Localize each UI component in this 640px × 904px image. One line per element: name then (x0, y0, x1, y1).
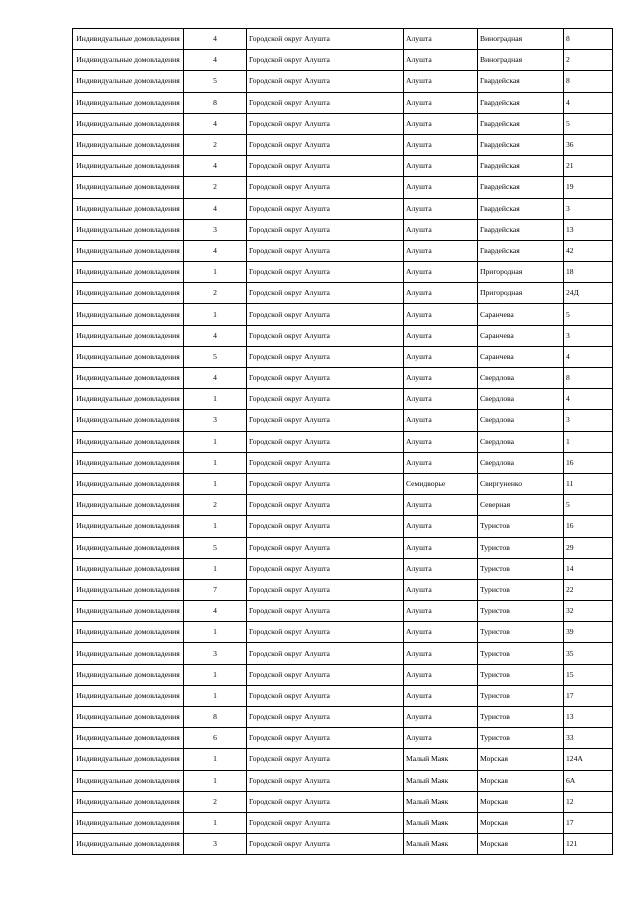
cell-housing-type: Индивидуальные домовладения (73, 664, 184, 685)
cell-street: Гвардейская (478, 177, 564, 198)
cell-district: Городской округ Алушта (247, 134, 404, 155)
cell-count: 2 (184, 495, 247, 516)
cell-house-number: 5 (564, 113, 613, 134)
cell-house-number: 32 (564, 601, 613, 622)
cell-street: Туристов (478, 622, 564, 643)
cell-district: Городской округ Алушта (247, 156, 404, 177)
cell-district: Городской округ Алушта (247, 643, 404, 664)
table-row (73, 240, 613, 261)
cell-street: Туристов (478, 707, 564, 728)
cell-district: Городской округ Алушта (247, 50, 404, 71)
cell-locality: Алушта (404, 240, 478, 261)
table-row (73, 156, 613, 177)
cell-housing-type: Индивидуальные домовладения (73, 537, 184, 558)
cell-house-number: 121 (564, 834, 613, 855)
cell-locality: Алушта (404, 219, 478, 240)
cell-street: Туристов (478, 664, 564, 685)
table-row (73, 707, 613, 728)
cell-street: Свердлова (478, 368, 564, 389)
cell-housing-type: Индивидуальные домовладения (73, 325, 184, 346)
table-row (73, 29, 613, 50)
cell-count: 4 (184, 156, 247, 177)
cell-street: Туристов (478, 537, 564, 558)
cell-district: Городской округ Алушта (247, 749, 404, 770)
cell-count: 1 (184, 516, 247, 537)
cell-count: 1 (184, 770, 247, 791)
cell-count: 1 (184, 622, 247, 643)
table-row (73, 283, 613, 304)
table-row (73, 579, 613, 600)
cell-locality: Алушта (404, 134, 478, 155)
table-row (73, 134, 613, 155)
cell-count: 3 (184, 219, 247, 240)
cell-house-number: 42 (564, 240, 613, 261)
cell-count: 2 (184, 134, 247, 155)
cell-street: Свердлова (478, 410, 564, 431)
cell-housing-type: Индивидуальные домовладения (73, 579, 184, 600)
cell-housing-type: Индивидуальные домовладения (73, 707, 184, 728)
table-row (73, 537, 613, 558)
cell-house-number: 19 (564, 177, 613, 198)
cell-house-number: 6А (564, 770, 613, 791)
cell-housing-type: Индивидуальные домовладения (73, 473, 184, 494)
cell-locality: Алушта (404, 410, 478, 431)
cell-housing-type: Индивидуальные домовладения (73, 283, 184, 304)
cell-district: Городской округ Алушта (247, 834, 404, 855)
cell-locality: Алушта (404, 177, 478, 198)
cell-street: Морская (478, 812, 564, 833)
cell-street: Саранчева (478, 304, 564, 325)
cell-housing-type: Индивидуальные домовладения (73, 410, 184, 431)
cell-street: Свердлова (478, 389, 564, 410)
cell-house-number: 2 (564, 50, 613, 71)
cell-house-number: 3 (564, 198, 613, 219)
cell-district: Городской округ Алушта (247, 325, 404, 346)
cell-house-number: 17 (564, 812, 613, 833)
cell-house-number: 13 (564, 707, 613, 728)
cell-street: Туристов (478, 685, 564, 706)
table-row (73, 812, 613, 833)
cell-locality: Малый Маяк (404, 749, 478, 770)
cell-locality: Алушта (404, 304, 478, 325)
cell-housing-type: Индивидуальные домовладения (73, 113, 184, 134)
cell-housing-type: Индивидуальные домовладения (73, 495, 184, 516)
cell-street: Морская (478, 749, 564, 770)
cell-district: Городской округ Алушта (247, 198, 404, 219)
cell-house-number: 3 (564, 410, 613, 431)
cell-street: Северная (478, 495, 564, 516)
cell-street: Туристов (478, 579, 564, 600)
cell-house-number: 8 (564, 71, 613, 92)
cell-housing-type: Индивидуальные домовладения (73, 516, 184, 537)
cell-street: Саранчева (478, 325, 564, 346)
cell-locality: Малый Маяк (404, 834, 478, 855)
table-row (73, 558, 613, 579)
cell-house-number: 4 (564, 92, 613, 113)
table-row (73, 50, 613, 71)
cell-count: 4 (184, 601, 247, 622)
cell-district: Городской округ Алушта (247, 601, 404, 622)
cell-count: 4 (184, 368, 247, 389)
cell-street: Свердлова (478, 452, 564, 473)
cell-district: Городской округ Алушта (247, 368, 404, 389)
cell-locality: Малый Маяк (404, 812, 478, 833)
cell-locality: Алушта (404, 579, 478, 600)
cell-housing-type: Индивидуальные домовладения (73, 452, 184, 473)
cell-street: Гвардейская (478, 156, 564, 177)
cell-housing-type: Индивидуальные домовладения (73, 240, 184, 261)
cell-locality: Алушта (404, 262, 478, 283)
table-row (73, 177, 613, 198)
cell-house-number: 4 (564, 389, 613, 410)
cell-street: Виноградная (478, 29, 564, 50)
cell-street: Морская (478, 791, 564, 812)
cell-locality: Алушта (404, 29, 478, 50)
cell-count: 5 (184, 71, 247, 92)
cell-housing-type: Индивидуальные домовладения (73, 71, 184, 92)
cell-housing-type: Индивидуальные домовладения (73, 156, 184, 177)
table-row (73, 601, 613, 622)
cell-locality: Алушта (404, 558, 478, 579)
cell-house-number: 33 (564, 728, 613, 749)
cell-locality: Алушта (404, 325, 478, 346)
table-row (73, 92, 613, 113)
table-row (73, 834, 613, 855)
cell-house-number: 18 (564, 262, 613, 283)
cell-district: Городской округ Алушта (247, 495, 404, 516)
cell-district: Городской округ Алушта (247, 452, 404, 473)
cell-count: 1 (184, 452, 247, 473)
cell-district: Городской округ Алушта (247, 728, 404, 749)
cell-district: Городской округ Алушта (247, 622, 404, 643)
cell-street: Гвардейская (478, 219, 564, 240)
table-row (73, 325, 613, 346)
cell-district: Городской округ Алушта (247, 240, 404, 261)
table-body (73, 29, 613, 855)
cell-housing-type: Индивидуальные домовладения (73, 601, 184, 622)
cell-house-number: 22 (564, 579, 613, 600)
cell-street: Морская (478, 770, 564, 791)
cell-locality: Семидворье (404, 473, 478, 494)
cell-street: Свиргуненко (478, 473, 564, 494)
cell-locality: Алушта (404, 346, 478, 367)
cell-locality: Алушта (404, 283, 478, 304)
cell-house-number: 21 (564, 156, 613, 177)
cell-count: 1 (184, 389, 247, 410)
cell-count: 3 (184, 834, 247, 855)
cell-count: 1 (184, 812, 247, 833)
cell-count: 1 (184, 431, 247, 452)
cell-house-number: 29 (564, 537, 613, 558)
table-row (73, 431, 613, 452)
cell-locality: Малый Маяк (404, 770, 478, 791)
table-row (73, 728, 613, 749)
cell-house-number: 17 (564, 685, 613, 706)
cell-locality: Алушта (404, 495, 478, 516)
cell-housing-type: Индивидуальные домовладения (73, 219, 184, 240)
cell-count: 1 (184, 262, 247, 283)
cell-house-number: 124А (564, 749, 613, 770)
cell-house-number: 16 (564, 516, 613, 537)
cell-house-number: 1 (564, 431, 613, 452)
table-row (73, 389, 613, 410)
cell-count: 3 (184, 643, 247, 664)
cell-house-number: 3 (564, 325, 613, 346)
cell-street: Туристов (478, 643, 564, 664)
table-row (73, 749, 613, 770)
cell-count: 4 (184, 113, 247, 134)
cell-housing-type: Индивидуальные домовладения (73, 262, 184, 283)
table-row (73, 452, 613, 473)
table-row (73, 368, 613, 389)
table-row (73, 304, 613, 325)
cell-locality: Алушта (404, 92, 478, 113)
cell-count: 2 (184, 791, 247, 812)
cell-count: 3 (184, 410, 247, 431)
cell-housing-type: Индивидуальные домовладения (73, 431, 184, 452)
cell-housing-type: Индивидуальные домовладения (73, 304, 184, 325)
cell-street: Гвардейская (478, 71, 564, 92)
cell-house-number: 36 (564, 134, 613, 155)
cell-street: Пригородная (478, 262, 564, 283)
cell-count: 4 (184, 29, 247, 50)
cell-locality: Алушта (404, 664, 478, 685)
cell-housing-type: Индивидуальные домовладения (73, 622, 184, 643)
cell-count: 4 (184, 50, 247, 71)
cell-district: Городской округ Алушта (247, 707, 404, 728)
cell-count: 5 (184, 537, 247, 558)
cell-district: Городской округ Алушта (247, 558, 404, 579)
cell-count: 1 (184, 664, 247, 685)
cell-street: Гвардейская (478, 240, 564, 261)
cell-house-number: 8 (564, 368, 613, 389)
table-row (73, 664, 613, 685)
address-table (72, 28, 613, 855)
cell-housing-type: Индивидуальные домовладения (73, 92, 184, 113)
cell-district: Городской округ Алушта (247, 177, 404, 198)
cell-count: 4 (184, 240, 247, 261)
cell-count: 1 (184, 473, 247, 494)
cell-housing-type: Индивидуальные домовладения (73, 558, 184, 579)
table-row (73, 495, 613, 516)
cell-house-number: 4 (564, 346, 613, 367)
table-row (73, 770, 613, 791)
cell-locality: Алушта (404, 728, 478, 749)
cell-house-number: 8 (564, 29, 613, 50)
cell-count: 1 (184, 304, 247, 325)
table-row (73, 410, 613, 431)
table-row (73, 346, 613, 367)
cell-housing-type: Индивидуальные домовладения (73, 685, 184, 706)
cell-housing-type: Индивидуальные домовладения (73, 50, 184, 71)
cell-count: 2 (184, 283, 247, 304)
cell-district: Городской округ Алушта (247, 473, 404, 494)
cell-housing-type: Индивидуальные домовладения (73, 198, 184, 219)
cell-house-number: 5 (564, 304, 613, 325)
cell-street: Гвардейская (478, 92, 564, 113)
cell-count: 6 (184, 728, 247, 749)
cell-house-number: 16 (564, 452, 613, 473)
cell-district: Городской округ Алушта (247, 664, 404, 685)
cell-district: Городской округ Алушта (247, 262, 404, 283)
cell-street: Гвардейская (478, 113, 564, 134)
cell-locality: Алушта (404, 685, 478, 706)
cell-district: Городской округ Алушта (247, 410, 404, 431)
cell-street: Гвардейская (478, 134, 564, 155)
cell-count: 1 (184, 749, 247, 770)
cell-house-number: 11 (564, 473, 613, 494)
cell-locality: Алушта (404, 452, 478, 473)
cell-count: 4 (184, 198, 247, 219)
cell-house-number: 13 (564, 219, 613, 240)
cell-locality: Алушта (404, 643, 478, 664)
cell-district: Городской округ Алушта (247, 537, 404, 558)
cell-locality: Алушта (404, 368, 478, 389)
cell-district: Городской округ Алушта (247, 29, 404, 50)
cell-count: 8 (184, 92, 247, 113)
cell-housing-type: Индивидуальные домовладения (73, 770, 184, 791)
cell-count: 4 (184, 325, 247, 346)
cell-locality: Алушта (404, 71, 478, 92)
cell-locality: Алушта (404, 389, 478, 410)
cell-housing-type: Индивидуальные домовладения (73, 29, 184, 50)
cell-district: Городской округ Алушта (247, 346, 404, 367)
cell-district: Городской округ Алушта (247, 685, 404, 706)
cell-locality: Алушта (404, 431, 478, 452)
cell-house-number: 24Д (564, 283, 613, 304)
cell-house-number: 39 (564, 622, 613, 643)
cell-locality: Алушта (404, 113, 478, 134)
cell-district: Городской округ Алушта (247, 579, 404, 600)
cell-locality: Алушта (404, 50, 478, 71)
table-row (73, 473, 613, 494)
cell-district: Городской округ Алушта (247, 219, 404, 240)
cell-count: 2 (184, 177, 247, 198)
table-row (73, 262, 613, 283)
cell-housing-type: Индивидуальные домовладения (73, 643, 184, 664)
cell-district: Городской округ Алушта (247, 92, 404, 113)
cell-housing-type: Индивидуальные домовладения (73, 368, 184, 389)
cell-locality: Алушта (404, 198, 478, 219)
table-row (73, 113, 613, 134)
cell-district: Городской округ Алушта (247, 113, 404, 134)
cell-housing-type: Индивидуальные домовладения (73, 749, 184, 770)
cell-street: Свердлова (478, 431, 564, 452)
cell-street: Саранчева (478, 346, 564, 367)
cell-district: Городской округ Алушта (247, 812, 404, 833)
table-row (73, 685, 613, 706)
cell-locality: Алушта (404, 156, 478, 177)
cell-district: Городской округ Алушта (247, 516, 404, 537)
cell-count: 1 (184, 558, 247, 579)
cell-count: 8 (184, 707, 247, 728)
table-row (73, 219, 613, 240)
cell-housing-type: Индивидуальные домовладения (73, 812, 184, 833)
cell-locality: Алушта (404, 601, 478, 622)
cell-housing-type: Индивидуальные домовладения (73, 389, 184, 410)
cell-count: 7 (184, 579, 247, 600)
cell-street: Гвардейская (478, 198, 564, 219)
cell-house-number: 14 (564, 558, 613, 579)
cell-district: Городской округ Алушта (247, 389, 404, 410)
cell-district: Городской округ Алушта (247, 304, 404, 325)
cell-street: Туристов (478, 728, 564, 749)
cell-housing-type: Индивидуальные домовладения (73, 728, 184, 749)
cell-district: Городской округ Алушта (247, 431, 404, 452)
cell-district: Городской округ Алушта (247, 770, 404, 791)
cell-district: Городской округ Алушта (247, 283, 404, 304)
cell-district: Городской округ Алушта (247, 791, 404, 812)
table-row (73, 516, 613, 537)
cell-housing-type: Индивидуальные домовладения (73, 346, 184, 367)
cell-locality: Алушта (404, 707, 478, 728)
cell-housing-type: Индивидуальные домовладения (73, 791, 184, 812)
cell-street: Пригородная (478, 283, 564, 304)
table-row (73, 198, 613, 219)
table-row (73, 71, 613, 92)
cell-street: Туристов (478, 558, 564, 579)
cell-house-number: 15 (564, 664, 613, 685)
cell-count: 5 (184, 346, 247, 367)
cell-street: Туристов (478, 601, 564, 622)
cell-housing-type: Индивидуальные домовладения (73, 177, 184, 198)
cell-house-number: 12 (564, 791, 613, 812)
cell-house-number: 5 (564, 495, 613, 516)
table-row (73, 622, 613, 643)
cell-housing-type: Индивидуальные домовладения (73, 834, 184, 855)
table-row (73, 643, 613, 664)
cell-count: 1 (184, 685, 247, 706)
cell-locality: Алушта (404, 537, 478, 558)
cell-street: Виноградная (478, 50, 564, 71)
cell-street: Морская (478, 834, 564, 855)
table-row (73, 791, 613, 812)
cell-locality: Алушта (404, 622, 478, 643)
cell-district: Городской округ Алушта (247, 71, 404, 92)
cell-street: Туристов (478, 516, 564, 537)
cell-locality: Алушта (404, 516, 478, 537)
cell-housing-type: Индивидуальные домовладения (73, 134, 184, 155)
cell-locality: Малый Маяк (404, 791, 478, 812)
cell-house-number: 35 (564, 643, 613, 664)
